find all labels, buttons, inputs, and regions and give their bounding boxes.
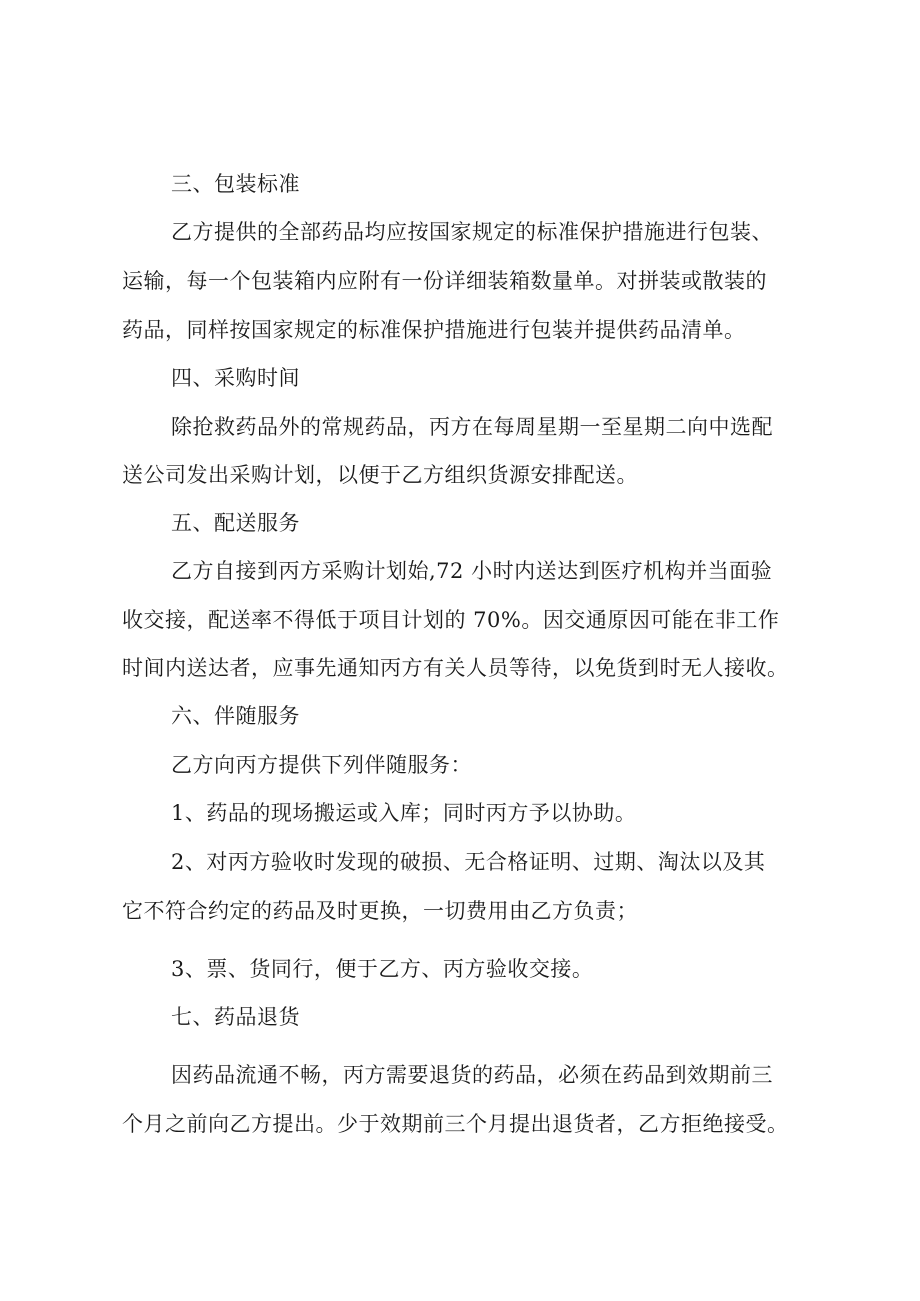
- paragraph-line: 它不符合约定的药品及时更换，一切费用由乙方负责；: [122, 899, 638, 923]
- paragraph-line: 个月之前向乙方提出。少于效期前三个月提出退货者，乙方拒绝接受。: [122, 1112, 789, 1136]
- section-heading: 七、药品退货: [171, 1005, 300, 1029]
- paragraph-line: 送公司发出采购计划，以便于乙方组织货源安排配送。: [122, 463, 638, 487]
- paragraph-line: 因药品流通不畅，丙方需要退货的药品，必须在药品到效期前三: [171, 1063, 773, 1087]
- paragraph-line: 乙方提供的全部药品均应按国家规定的标准保护措施进行包装、: [171, 220, 773, 244]
- paragraph-line: 运输，每一个包装箱内应附有一份详细装箱数量单。对拼装或散装的: [122, 269, 767, 293]
- list-item: 2、对丙方验收时发现的破损、无合格证明、过期、淘汰以及其: [171, 850, 766, 874]
- section-heading: 五、配送服务: [171, 511, 300, 535]
- paragraph-line: 乙方向丙方提供下列伴随服务：: [171, 753, 472, 777]
- section-heading: 六、伴随服务: [171, 704, 300, 728]
- section-heading: 三、包装标准: [171, 172, 300, 196]
- list-item: 1、药品的现场搬运或入库；同时丙方予以协助。: [171, 801, 637, 825]
- paragraph-line: 除抢救药品外的常规药品，丙方在每周星期一至星期二向中选配: [171, 415, 773, 439]
- list-item: 3、票、货同行，便于乙方、丙方验收交接。: [171, 957, 594, 981]
- paragraph-line: 药品，同样按国家规定的标准保护措施进行包装并提供药品清单。: [122, 318, 746, 342]
- paragraph-line: 乙方自接到丙方采购计划始,72 小时内送达到医疗机构并当面验: [171, 559, 773, 583]
- paragraph-line: 时间内送达者，应事先通知丙方有关人员等待，以免货到时无人接收。: [122, 656, 789, 680]
- paragraph-line: 收交接，配送率不得低于项目计划的 70%。因交通原因可能在非工作: [122, 608, 780, 632]
- section-heading: 四、采购时间: [171, 366, 300, 390]
